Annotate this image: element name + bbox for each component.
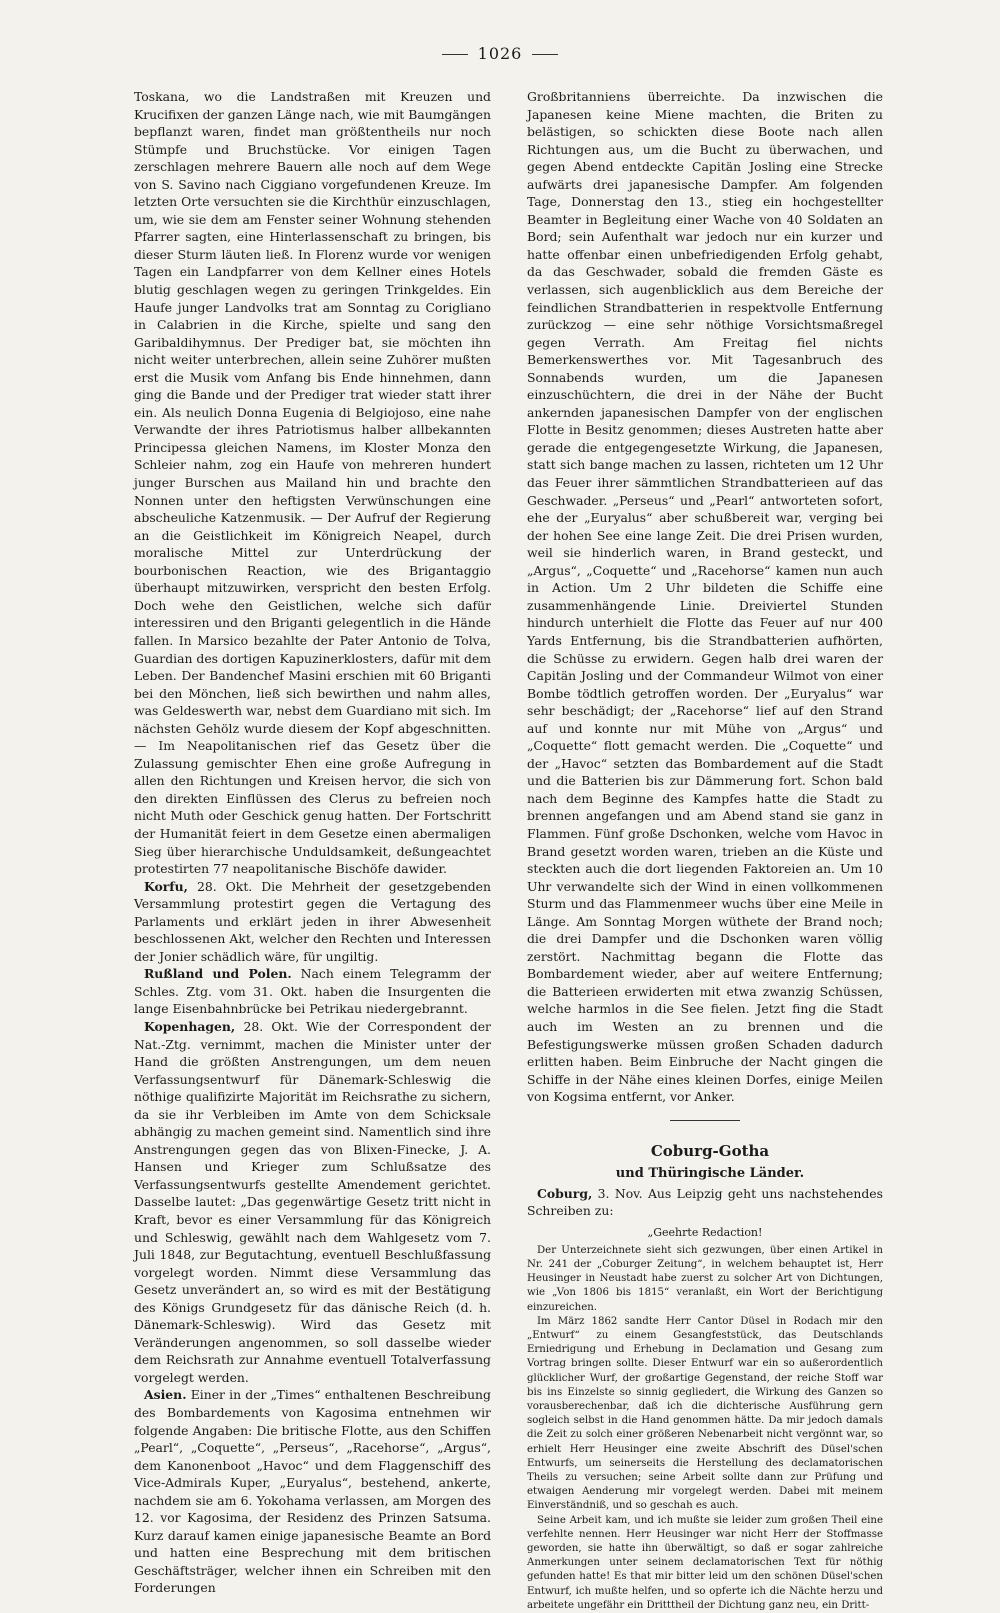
- dateline-coburg: Coburg,: [537, 1185, 593, 1201]
- article-kagosima-continued: Großbritanniens überreichte. Da inzwischen die Japanesen keine Miene machten, die Briten zu belästigen, so schickten diese Boote nach allen Richtungen aus, um die Bucht zu überwachen, und gegen Abend entdeckte Capitän Josling eine Strecke aufwärts drei japanesische Dampfer. Am folgenden Tage, Donnerstag den 13., stieg ein hochgestellter Beamter in Begleitung einer Wache von 40 Soldaten an Bord; sein Aufenthalt war jedoch nur ein kurzer und hatte offenbar einen unbefriedigenden Erfolg gehabt, da das Geschwader, sobald die fremden Gäste es verlassen, sich augenblicklich aus dem Bereiche der feindlichen Strandbatterien in respektvolle Entfernung zurückzog — eine sehr nöthige Vorsichtsmaßregel gegen Verrath. Am Freitag fiel nichts Bemerkenswerthes vor. Mit Tagesanbruch des Sonnabends wurden, um die Japanesen einzuschüchtern, die drei in der Nähe der Bucht ankernden japanesischen Dampfer von der englischen Flotte in Besitz genommen; dieses Austreten hatte aber gerade die entgegengesetzte Wirkung, die Japanesen, statt sich bange machen zu lassen, richteten um 12 Uhr das Feuer ihrer sämmtlichen Strandbatterieen auf das Geschwader. „Perseus“ und „Pearl“ antworteten sofort, ehe der „Euryalus“ aber schußbereit war, verging bei der hohen See eine lange Zeit. Die drei Prisen wurden, weil sie hinderlich waren, in Brand gesteckt, und „Argus“, „Coquette“ und „Racehorse“ kamen nun auch in Action. Um 2 Uhr bildeten die Schiffe eine zusammenhängende Linie. Dreiviertel Stunden hindurch unterhielt die Flotte das Feuer auf nur 400 Yards Entfernung, bis die Strandbatterien aufhörten, die Schüsse zu erwidern. Gegen halb drei waren der Capitän Josling und der Commandeur Wilmot von einer Bombe tödtlich getroffen worden. Der „Euryalus“ war sehr beschädigt; der „Racehorse“ lief auf den Strand auf und konnte nur mit Mühe von „Argus“ und „Coquette“ flott gemacht werden. Die „Coquette“ und der „Havoc“ setzten das Bombardement auf die Stadt und die Batterien bis zur Dämmerung fort. Schon bald nach dem Beginne des Kampfes hatte die Stadt zu brennen angefangen und am Abend stand sie ganz in Flammen. Fünf große Dschonken, welche vom Havoc in Brand gesetzt worden waren, trieben an die Küste und steckten auch die dort liegenden Faktoreien an. Um 10 Uhr verwandelte sich der Wind in einen vollkommenen Sturm und das Flammenmeer wuchs über eine Meile in Länge. Am Sonntag Morgen wüthete der Brand noch; die drei Dampfer und die Dschonken waren völlig zerstört. Nachmittag begann die Flotte das Bombardement wieder, aber auf weitere Entfernung; die Batterieen erwiderten mit etwa zwanzig Schüssen, welche harmlos in die See fielen. Jetzt fing die Stadt auch im Westen an zu brennen und die Befestigungswerke müssen großen Schaden dadurch erlitten haben. Beim Einbruche der Nacht gingen die Schiffe in der Nähe eines kleinen Dorfes, einige Meilen von Kogsima entfernt, vor Anker.: [527, 89, 883, 1105]
- article-russland: [134, 965, 491, 1018]
- letter-salutation: „Geehrte Redaction!: [647, 1225, 763, 1239]
- article-asien-text: Einer in der „Times“ enthaltenen Beschreibung des Bombardements von Kagosima entnehmen wir folgende Angaben: Die britische Flotte, aus den Schiffen „Pearl“, „Coquette“, „Perseus“, „Racehorse“, „Argus“, dem Kanonenboot „Havoc“ und dem Flaggenschiff des Vice-Admirals Kuper, „Euryalus“, bestehend, ankerte, nachdem sie am 6. Yokohama verlassen, am Morgen des 12. vor Kagosima, der Residenz des Prinzen Satsuma. Kurz darauf kamen einige japanesische Beamte an Bord und hatten eine Besprechung mit dem britischen Geschäftsträger, welcher ihnen ein Schreiben mit den Forderungen: [134, 1387, 491, 1596]
- left-column: [134, 88, 491, 1597]
- article-korfu-text: 28. Okt. Die Mehrheit der gesetzgebenden Versammlung protestirt gegen die Vertagung des Parlaments und erklärt jeden in ihrer Abwesenheit beschlossenen Akt, welcher den Rechten und Interessen der Jonier schädlich wäre, für ungiltig.: [134, 878, 491, 964]
- page-number-text: 1026: [477, 44, 523, 63]
- letter-paragraph: Im März 1862 sandte Herr Cantor Düsel in Rodach mir den „Entwurf“ zu einem Gesangfeststück, das Deutschlands Erniedrigung und Erhebung in Declamation und Gesang zum Vortrag bringen sollte. Dieser Entwurf war ein so außerordentlich glücklicher Wurf, der großartige Gegenstand, der reiche Stoff war bis ins Einzelste so sinnig gegliedert, die Wirkung des Ganzen so vorausberechenbar, daß ich die dichterische Ausführung gern sogleich selbst in die Hand genommen hätte. Da mir jedoch damals die Zeit zu solch einer größeren Nebenarbeit nicht vergönnt war, so erhielt Herr Heusinger eine zweite Abschrift des Düsel'schen Entwurfs, um seinerseits die Herstellung des declamatorischen Theils zu versuchen; seine Arbeit sollte dann zur Prüfung und etwaigen Aenderung mir vorgelegt werden. Dabei mit meinem Einverständniß, und so geschah es auch.: [527, 1315, 883, 1512]
- page-number-dash-right: [532, 54, 558, 55]
- article-kopenhagen-text: 28. Okt. Wie der Correspondent der Nat.-Ztg. vernimmt, machen die Minister unter der Hand die größten Anstrengungen, um dem neuen Verfassungsentwurf für Dänemark-Schleswig die nöthige qualifizirte Majorität im Reichsrathe zu sichern, da sie ihr Verbleiben im Amte von dem Schicksale abhängig zu machen gemeint sind. Namentlich sind ihre Anstrengungen gegen das von Blixen-Finecke, J. A. Hansen und Krieger zum Schlußsatze des Verfassungsentwurfs gestellte Amendement gerichtet. Dasselbe lautet: „Das gegenwärtige Gesetz tritt nicht in Kraft, bevor es einer Versammlung für das Königreich und Schleswig, gewählt nach dem Wahlgesetz vom 7. Juli 1848, zur Begutachtung, eventuell Beschlußfassung vorgelegt worden. Nimmt diese Versammlung das Gesetz unverändert an, so wird es mit der Bestätigung des Königs Grundgesetz für das dänische Reich (d. h. Dänemark-Schleswig). Wird das Gesetz mit Veränderungen angenommen, so soll dasselbe wieder dem Reichsrath zur Annahme eventuell Totalverfassung vorgelegt werden.: [134, 1018, 491, 1385]
- letter-paragraph: Seine Arbeit kam, und ich mußte sie leider zum großen Theil eine verfehlte nennen. Herr Heusinger war nicht Herr der Stoffmasse geworden, sie hatte ihn überwältigt, so daß er sogar zahlreiche Anmerkungen unter seinem declamatorischen Text für nöthig gefunden hatte! Es that mir bitter leid um den schönen Düsel'schen Entwurf, ich mußte helfen, und so opferte ich die Nächte herzu und arbeitete ungefähr ein Dritttheil der Dichtung ganz neu, ein Dritt-: [527, 1514, 883, 1611]
- article-coburg: [527, 1185, 883, 1220]
- dateline-korfu: Korfu,: [144, 878, 188, 894]
- heading-russland: Rußland und Polen.: [144, 966, 292, 982]
- right-column: [527, 88, 883, 1613]
- dateline-kopenhagen: Kopenhagen,: [144, 1018, 236, 1034]
- section-divider: [670, 1120, 740, 1121]
- article-toskana: Toskana, wo die Landstraßen mit Kreuzen und Krucifixen der ganzen Länge nach, wie mit Baumgängen bepflanzt waren, findet man größtentheils nur noch Stümpfe und Bruchstücke. Vor einigen Tagen zerschlagen mehrere Bauern alle noch auf dem Wege von S. Savino nach Ciggiano vorgefundenen Kreuze. Im letzten Orte versuchten sie die Kirchthür einzuschlagen, um, wie sie dem am Fenster seiner Wohnung stehenden Pfarrer sagten, eine Hinterlassenschaft zu bringen, bis dieser Sturm läuten ließ. In Florenz wurde vor wenigen Tagen ein Landpfarrer von dem Kellner eines Hotels blutig geschlagen wegen zu geringen Trinkgeldes. Ein Haufe junger Landvolks trat am Sonntag zu Corigliano in Calabrien in die Kirche, spielte und sang den Garibaldihymnus. Der Prediger bat, sie möchten ihn nicht weiter unterbrechen, allein seine Zuhörer mußten erst die Musik vom Anfang bis Ende hinnehmen, dann ging die Bande und der Prediger trat wieder statt ihrer ein. Als neulich Donna Eugenia di Belgiojoso, eine nahe Verwandte der ihres Patriotismus halber allbekannten Principessa gleichen Namens, im Kloster Monza den Schleier nahm, zog ein Haufe von mehreren hundert junger Burschen aus Mailand hin und brachte den Nonnen unter den heftigsten Verwünschungen eine abscheuliche Katzenmusik. — Der Aufruf der Regierung an die Geistlichkeit im Königreich Neapel, durch moralische Mittel zur Unterdrückung der bourbonischen Reaction, wie des Brigantaggio überhaupt mitzuwirken, verspricht den besten Erfolg. Doch wehe den Geistlichen, welche sich dafür interessiren und den Briganti gelegentlich in die Hände fallen. In Marsico bezahlte der Pater Antonio de Tolva, Guardian des dortigen Kapuzinerklosters, dafür mit dem Leben. Der Bandenchef Masini erschien mit 60 Briganti bei den Mönchen, ließ sich bewirthen und nahm alles, was Geldeswerth war, nebst dem Guardiano mit sich. Im nächsten Gehölz wurde diesem der Kopf abgeschnitten. — Im Neapolitanischen rief das Gesetz über die Zulassung gemischter Ehen eine große Aufregung in allen den Richtungen und Kreisen hervor, die sich von den direkten Einflüssen des Clerus zu befreien noch nicht Muth oder Geschick genug hatten. Der Fortschritt der Humanität feiert in dem Gesetze einen abermaligen Sieg über hierarchische Unduldsamkeit, deßungeachtet protestirten 77 neapolitanische Bischöfe dawider.: [134, 89, 491, 877]
- page-number-dash-left: [442, 54, 468, 55]
- article-asien: [134, 1386, 491, 1597]
- letter-body: [527, 1244, 883, 1613]
- heading-asien: Asien.: [144, 1387, 187, 1403]
- letter-paragraph: Der Unterzeichnete sieht sich gezwungen, über einen Artikel in Nr. 241 der „Coburger Zeitung“, in welchem behauptet ist, Herr Heusinger in Neustadt habe zuerst zu solcher Art von Dichtungen, wie „Von 1806 bis 1815“ veranlaßt, ein Wort der Berichtigung einzureichen.: [527, 1244, 883, 1313]
- article-coburg-text: 3. Nov. Aus Leipzig geht uns nachstehendes Schreiben zu:: [527, 1185, 883, 1219]
- section-title: Coburg-Gotha: [650, 1141, 770, 1160]
- section-subtitle: und Thüringische Länder.: [615, 1165, 805, 1181]
- article-kopenhagen: [134, 1018, 491, 1386]
- article-korfu: [134, 878, 491, 966]
- page-number: [0, 44, 1000, 63]
- article-russland-text: Nach einem Telegramm der Schles. Ztg. vom 31. Okt. haben die Insurgenten die lange Eisenbahnbrücke bei Petrikau niedergebrannt.: [134, 966, 491, 1017]
